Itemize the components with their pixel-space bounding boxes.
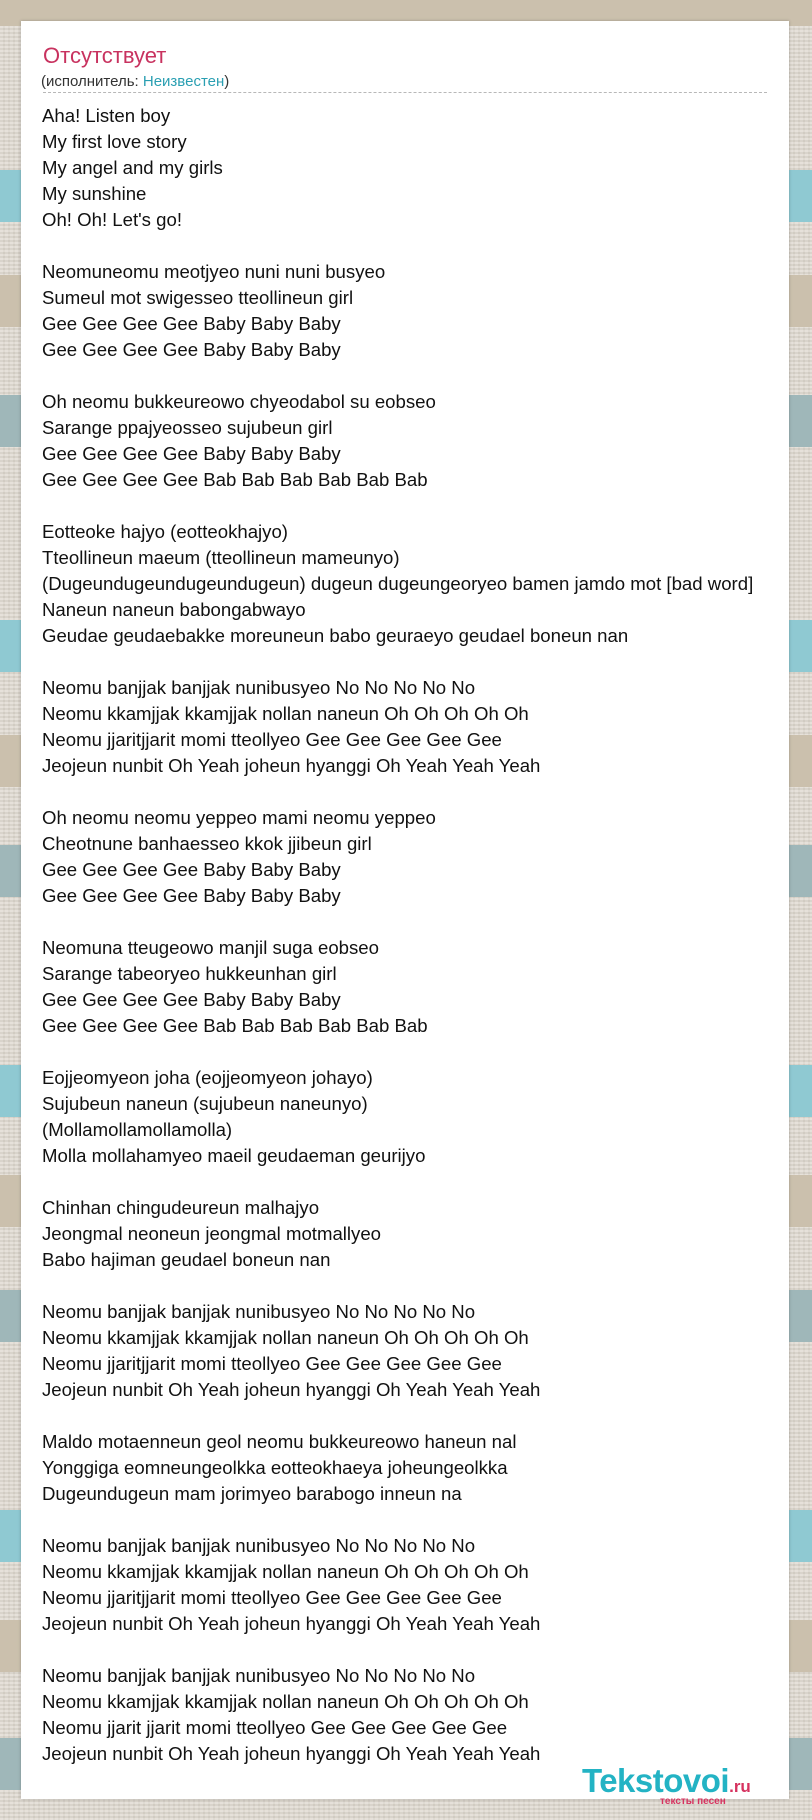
logo-tagline: тексты песен <box>660 1796 726 1807</box>
lyric-line: Neomu banjjak banjjak nunibusyeo No No No No No <box>42 1535 476 1556</box>
lyric-line: Neomu kkamjjak kkamjjak nollan naneun Oh Oh Oh Oh Oh <box>42 1327 529 1348</box>
lyric-line: Oh neomu neomu yeppeo mami neomu yeppeo <box>42 807 436 828</box>
lyric-line: Neomu jjarit jjarit momi tteollyeo Gee Gee Gee Gee Gee <box>42 1717 508 1738</box>
stanza-gap <box>42 909 789 935</box>
header-divider <box>43 92 767 93</box>
lyric-line: Yonggiga eomneungeolkka eotteokhaeya joheungeolkka <box>42 1457 508 1478</box>
lyric-line: Neomuna tteugeowo manjil suga eobseo <box>42 937 379 958</box>
stanza-gap <box>42 1169 789 1195</box>
lyric-line: Neomu kkamjjak kkamjjak nollan naneun Oh Oh Oh Oh Oh <box>42 703 529 724</box>
lyric-line: My sunshine <box>42 183 147 204</box>
lyric-line: Jeojeun nunbit Oh Yeah joheun hyanggi Oh Yeah Yeah Yeah <box>42 755 541 776</box>
lyric-line: Sujubeun naneun (sujubeun naneunyo) <box>42 1093 368 1114</box>
lyric-line: Dugeundugeun mam jorimyeo barabogo inneun na <box>42 1483 462 1504</box>
lyric-line: Gee Gee Gee Gee Baby Baby Baby <box>42 339 341 360</box>
lyrics-card <box>21 21 789 1799</box>
lyric-line: Neomuneomu meotjyeo nuni nuni busyeo <box>42 261 386 282</box>
song-title: Отсутствует <box>43 43 167 68</box>
stanza-gap <box>42 1507 789 1533</box>
lyric-line: Gee Gee Gee Gee Baby Baby Baby <box>42 885 341 906</box>
artist-link[interactable]: Неизвестен <box>142 73 225 90</box>
lyric-line: Neomu kkamjjak kkamjjak nollan naneun Oh Oh Oh Oh Oh <box>42 1561 529 1582</box>
lyric-line: Neomu banjjak banjjak nunibusyeo No No No No No <box>42 1665 476 1686</box>
lyric-line: Sarange ppajyeosseo sujubeun girl <box>42 417 333 438</box>
lyric-line: Gee Gee Gee Gee Bab Bab Bab Bab Bab Bab <box>42 1015 428 1036</box>
lyric-line: Gee Gee Gee Gee Baby Baby Baby <box>42 859 341 880</box>
lyric-line: Geudae geudaebakke moreuneun babo geuraeyo geudael boneun nan <box>42 625 629 646</box>
lyric-line: Molla mollahamyeo maeil geudaeman geurijyo <box>42 1145 426 1166</box>
lyric-line: Gee Gee Gee Gee Baby Baby Baby <box>42 989 341 1010</box>
lyric-line: (Dugeundugeundugeundugeun) dugeun dugeungeoryeo bamen jamdo mot [bad word] <box>42 573 754 594</box>
lyric-line: Eojjeomyeon joha (eojjeomyeon johayo) <box>42 1067 373 1088</box>
lyric-line: Sumeul mot swigesseo tteollineun girl <box>42 287 354 308</box>
logo-tld: .ru <box>729 1777 751 1796</box>
stanza-gap <box>42 649 789 675</box>
lyric-line: Gee Gee Gee Gee Baby Baby Baby <box>42 313 341 334</box>
lyric-line: My angel and my girls <box>42 157 223 178</box>
lyric-line: Naneun naneun babongabwayo <box>42 599 306 620</box>
lyric-line: Sarange tabeoryeo hukkeunhan girl <box>42 963 337 984</box>
lyric-line: Neomu jjaritjjarit momi tteollyeo Gee Gee Gee Gee Gee <box>42 729 502 750</box>
lyric-line: Jeojeun nunbit Oh Yeah joheun hyanggi Oh Yeah Yeah Yeah <box>42 1613 541 1634</box>
logo-name: Tekstovoi <box>582 1762 730 1799</box>
artist-suffix: ) <box>224 73 230 90</box>
stanza-gap <box>42 363 789 389</box>
stanza-gap <box>42 493 789 519</box>
lyric-line: Cheotnune banhaesseo kkok jjibeun girl <box>42 833 372 854</box>
lyric-line: Babo hajiman geudael boneun nan <box>42 1249 331 1270</box>
stanza-gap <box>42 233 789 259</box>
lyric-line: Chinhan chingudeureun malhajyo <box>42 1197 320 1218</box>
lyric-line: Oh neomu bukkeureowo chyeodabol su eobseo <box>42 391 436 412</box>
lyrics-body <box>42 103 789 1767</box>
lyric-line: Neomu kkamjjak kkamjjak nollan naneun Oh Oh Oh Oh Oh <box>42 1691 529 1712</box>
lyric-line: Jeongmal neoneun jeongmal motmallyeo <box>42 1223 382 1244</box>
stanza-gap <box>42 1403 789 1429</box>
artist-line <box>41 73 229 90</box>
lyric-line: Neomu jjaritjjarit momi tteollyeo Gee Gee Gee Gee Gee <box>42 1353 502 1374</box>
lyric-line: Gee Gee Gee Gee Baby Baby Baby <box>42 443 341 464</box>
lyric-line: Neomu jjaritjjarit momi tteollyeo Gee Gee Gee Gee Gee <box>42 1587 502 1608</box>
lyric-line: Gee Gee Gee Gee Bab Bab Bab Bab Bab Bab <box>42 469 428 490</box>
artist-prefix: (исполнитель: <box>41 73 143 90</box>
lyric-line: Eotteoke hajyo (eotteokhajyo) <box>42 521 289 542</box>
lyric-line: Neomu banjjak banjjak nunibusyeo No No No No No <box>42 677 476 698</box>
stanza-gap <box>42 779 789 805</box>
stanza-gap <box>42 1273 789 1299</box>
lyric-line: Jeojeun nunbit Oh Yeah joheun hyanggi Oh Yeah Yeah Yeah <box>42 1379 541 1400</box>
lyric-line: Aha! Listen boy <box>42 105 171 126</box>
lyric-line: My first love story <box>42 131 187 152</box>
stanza-gap <box>42 1637 789 1663</box>
lyric-line: (Mollamollamollamolla) <box>42 1119 233 1140</box>
lyric-line: Tteollineun maeum (tteollineun mameunyo) <box>42 547 400 568</box>
lyric-line: Jeojeun nunbit Oh Yeah joheun hyanggi Oh Yeah Yeah Yeah <box>42 1743 541 1764</box>
lyric-line: Maldo motaenneun geol neomu bukkeureowo haneun nal <box>42 1431 517 1452</box>
stanza-gap <box>42 1039 789 1065</box>
lyric-line: Neomu banjjak banjjak nunibusyeo No No No No No <box>42 1301 476 1322</box>
lyric-line: Oh! Oh! Let's go! <box>42 209 182 230</box>
site-logo[interactable] <box>582 1762 751 1807</box>
